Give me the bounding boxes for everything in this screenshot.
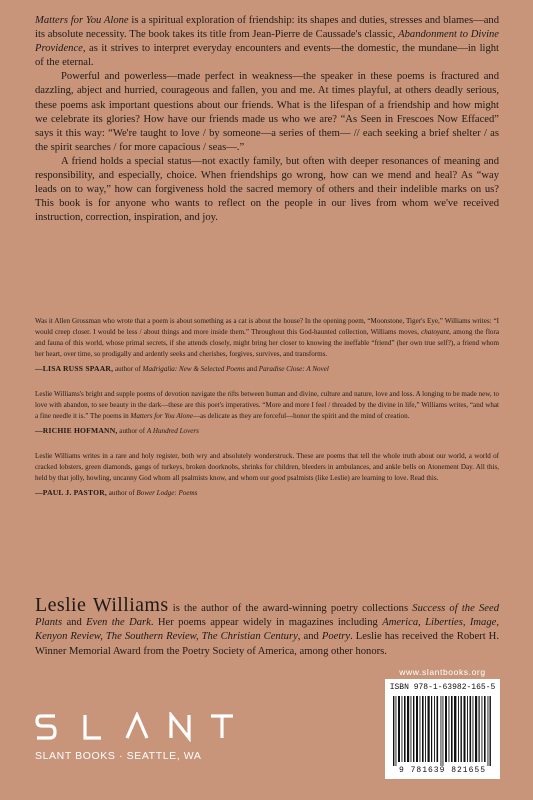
barcode	[385, 679, 500, 779]
blurb-1: Was it Allen Grossman who wrote that a poem is about something as a cat is about the house? In the opening poem, “Moonstone, Tiger's Eye,” Williams writes: “I would creep closer. I would be less / about things and more inside them.” Throughout this God-haunted collection, Williams moves, chatoyant, among the flora and fauna of this world, whose primal secrets, if she attends closely, might bring her closer to knowing the ineffable “friend” (her own true self?), a friend whom her heart, over time, so prodigally and ardently seeks and cherishes, forgives, survives, and transforms.	[35, 317, 499, 358]
isbn-label: ISBN 978-1-63982-165-5	[389, 683, 496, 692]
blurb-3: Leslie Williams writes in a rare and holy register, both wry and absolutely wonderstruck. These are poems that tell the whole truth about our world, a world of cracked lobsters, green diamonds, gangs of turkeys, broken doorknobs, shrinks for children, bleeders in ambulances, and ankle bells on Atonement Day. All this, held by that jolly, howling, uncanny God whom all psalmists know, and whom our good psalmists (like Leslie) are learning to love. Read this.	[35, 452, 499, 482]
blurb-2-attribution: —RICHIE HOFMANN, author of A Hundred Lovers	[35, 426, 199, 435]
blurb-1-attribution: —LISA RUSS SPAAR, author of Madrigalia: New & Selected Poems and Paradise Close: A Novel	[35, 364, 329, 373]
endorsements	[35, 316, 499, 499]
barcode-digits: 9 781639 821655	[398, 766, 486, 775]
author-bio: Leslie Williams is the author of the award-winning poetry collections Success of the Seed Plants and Even the Dark. Her poems appear widely in magazines including America, Liberties, Image, Kenyon Review, The Southern Review, The Christian Century, and Poetry. Leslie has received the Robert H. Winner Memorial Award from the Poetry Society of America, among other honors.	[35, 594, 500, 657]
description-paragraph-2: Powerful and powerless—made perfect in weakness—the speaker in these poems is fractured and dazzling, abject and hurried, courageous and fallen, you and me. At times playful, at others deadly serious, these poems ask important questions about our friends. What is the lifespan of a friendship and how might we celebrate its glories? How have our friends made us who we are? “As Seen in Frescoes Now Effaced” says it this way: “We're taught to love / by someone—a series of them— // each seeking a brief shelter / as the spirit searches / for more capacious / seas—.”	[35, 71, 499, 153]
blurb-3-attribution: —PAUL J. PASTOR, author of Bower Lodge: Poems	[35, 488, 198, 497]
author-name: Leslie Williams	[35, 594, 169, 616]
barcode-bars	[391, 696, 494, 766]
blurb-2: Leslie Williams's bright and supple poems of devotion navigate the rifts between human and divine, culture and nature, love and loss. A longing to be made new, to love with abandon, to see beauty in the dark—these are this poet's imperatives. “More and more I feel / threaded by the divine in life,” Williams writes, “and what a fine needle it is.” The poems in Matters for You Alone—as delicate as they are forceful—honor the spirit and the mind of creation.	[35, 390, 499, 420]
slant-logo	[35, 712, 235, 742]
publisher-line: SLANT BOOKS · SEATTLE, WA	[35, 750, 202, 762]
description-paragraph-3: A friend holds a special status—not exactly family, but often with deeper resonances of meaning and responsibility, and especially, choice. When friendships go wrong, how can we mend and heal? As “way leads on to way,” how can forgiveness hold the sacred memory of others and their indelible marks on us? This book is for anyone who wants to reflect on the people in our lives from whom we've received instruction, correction, inspiration, and joy.	[35, 155, 499, 224]
book-description	[35, 14, 499, 225]
description-paragraph-1: Matters for You Alone is a spiritual exploration of friendship: its shapes and duties, stresses and blames—and its absolute necessity. The book takes its title from Jean-Pierre de Caussade's classic, Abandonment to Divine Providence, as it strives to interpret everyday encounters and events—the domestic, the mundane—in light of the eternal.	[35, 15, 500, 69]
website-url: www.slantbooks.org	[399, 667, 486, 677]
